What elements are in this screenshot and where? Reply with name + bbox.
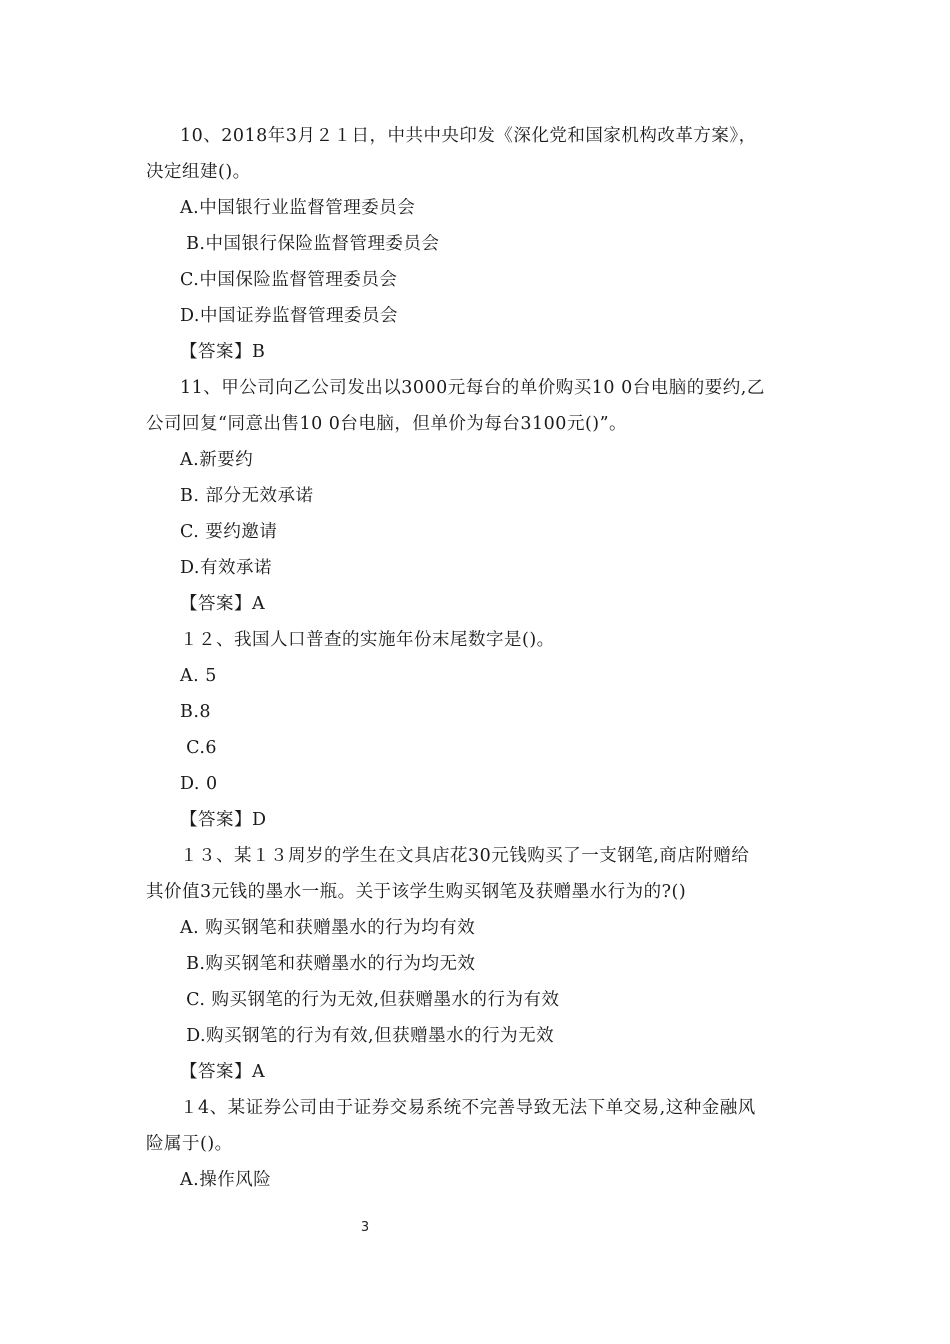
text-line: 10、2018年3月２１日，中共中央印发《深化党和国家机构改革方案》，	[180, 126, 757, 146]
text-line: 【答案】B	[180, 342, 266, 362]
text-line: A. 5	[180, 666, 217, 686]
text-line: D.中国证券监督管理委员会	[180, 306, 398, 326]
text-line: C.6	[180, 738, 218, 758]
text-line: A.新要约	[180, 450, 254, 470]
text-line: 决定组建()。	[146, 162, 251, 182]
text-line: D.有效承诺	[180, 558, 272, 578]
text-line: D.购买钢笔的行为有效,但获赠墨水的行为无效	[180, 1026, 555, 1046]
text-line: B.中国银行保险监督管理委员会	[180, 234, 440, 254]
text-line: １4、某证券公司由于证券交易系统不完善导致无法下单交易,这种金融风	[180, 1098, 756, 1118]
text-line: 【答案】A	[180, 1062, 266, 1082]
text-line: 其价值3元钱的墨水一瓶。关于该学生购买钢笔及获赠墨水行为的?()	[146, 882, 687, 902]
text-line: B.购买钢笔和获赠墨水的行为均无效	[180, 954, 476, 974]
text-line: C. 要约邀请	[180, 522, 278, 542]
text-line: 公司回复“同意出售10 0台电脑，但单价为每台3100元()”。	[146, 414, 628, 434]
text-line: C.中国保险监督管理委员会	[180, 270, 398, 290]
text-line: 【答案】D	[180, 810, 267, 830]
text-line: １３、某１３周岁的学生在文具店花30元钱购买了一支钢笔,商店附赠给	[180, 846, 750, 866]
text-line: 【答案】A	[180, 594, 266, 614]
text-line: 11、甲公司向乙公司发出以3000元每台的单价购买10 0台电脑的要约,乙	[180, 378, 765, 398]
text-line: B.8	[180, 702, 212, 722]
text-line: A.中国银行业监督管理委员会	[180, 198, 416, 218]
text-line: D. 0	[180, 774, 218, 794]
text-line: A. 购买钢笔和获赠墨水的行为均有效	[180, 918, 476, 938]
text-line: C. 购买钢笔的行为无效,但获赠墨水的行为有效	[180, 990, 560, 1010]
document-body	[146, 118, 806, 1198]
page-number: 3	[360, 1220, 370, 1235]
text-line: B. 部分无效承诺	[180, 486, 314, 506]
text-line: １２、我国人口普查的实施年份末尾数字是()。	[180, 630, 555, 650]
text-line: A.操作风险	[180, 1170, 272, 1190]
text-line: 险属于()。	[146, 1134, 233, 1154]
